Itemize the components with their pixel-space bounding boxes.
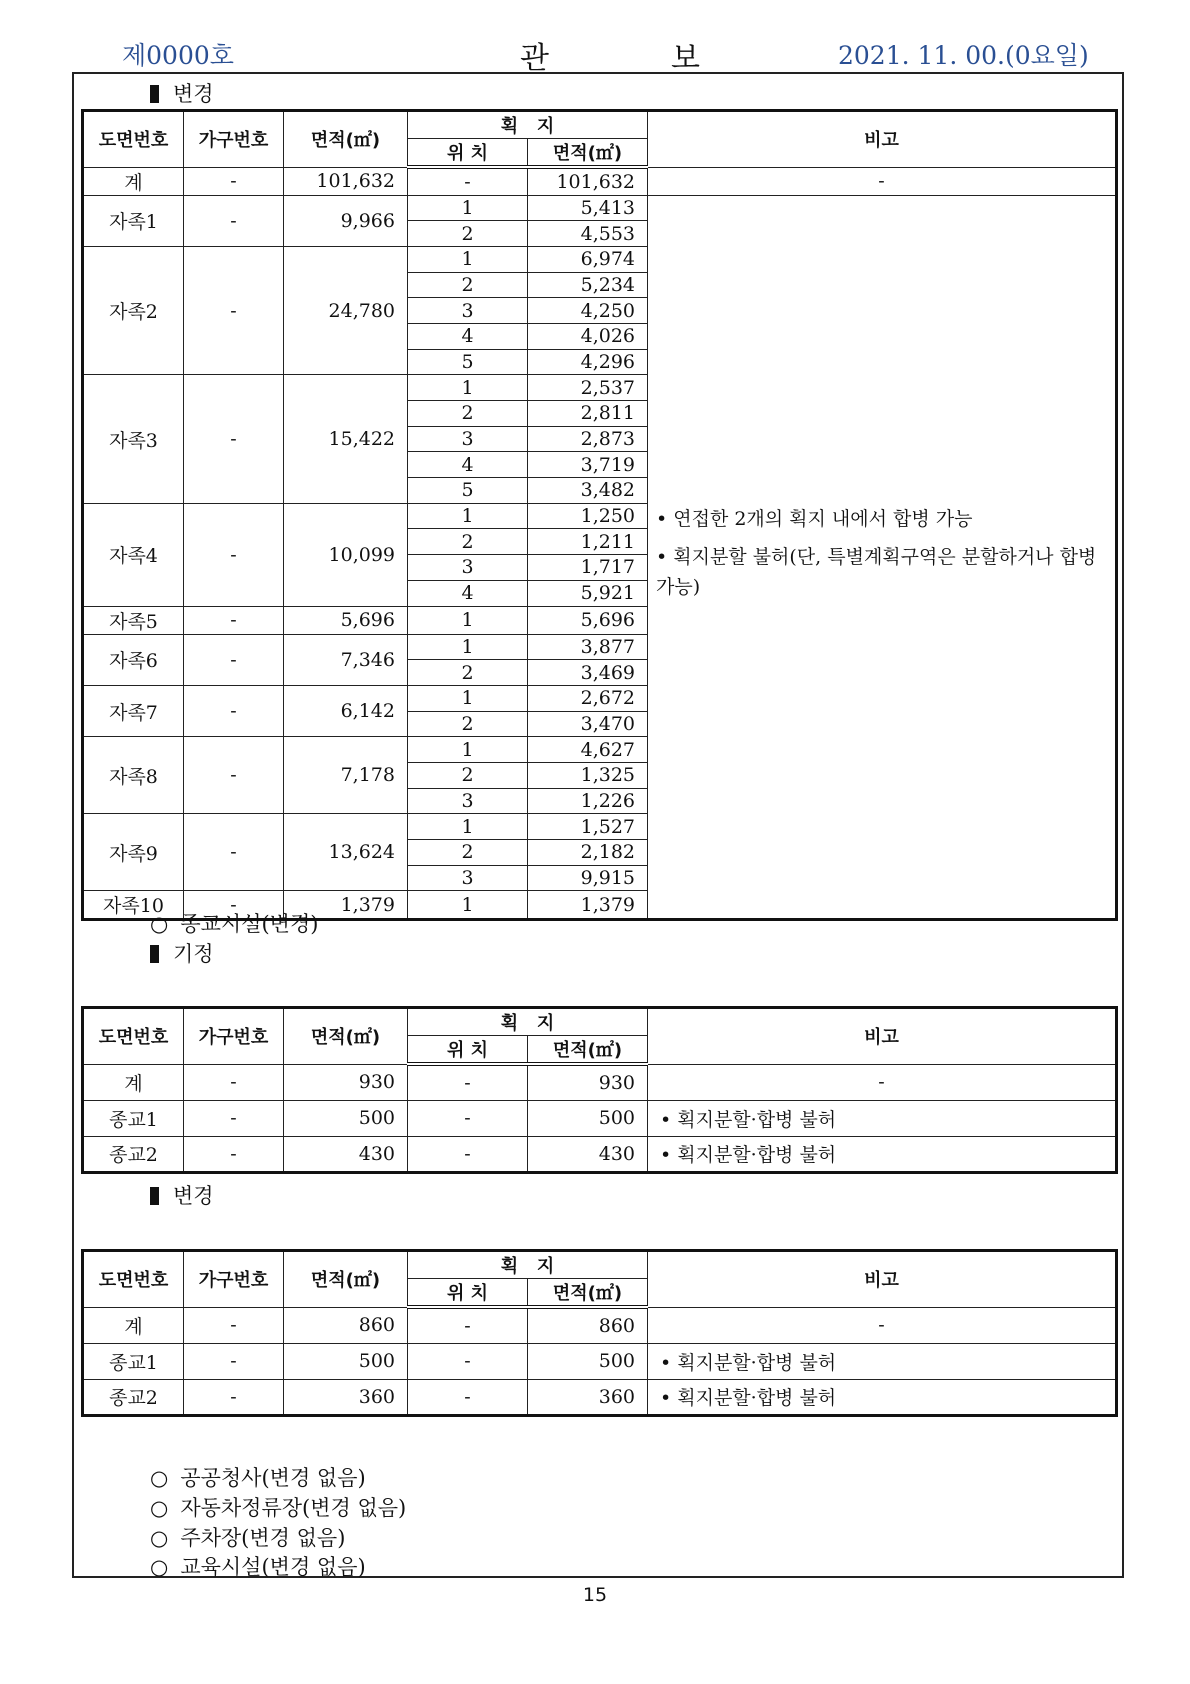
table-row	[83, 1100, 1117, 1136]
cell-household: -	[184, 167, 284, 195]
cell-household: -	[184, 375, 284, 503]
table-row	[83, 1379, 1117, 1415]
cell-lot-area: 101,632	[528, 167, 648, 195]
remark-text: 획지분할·합병 불허	[677, 1144, 837, 1166]
cell-household: -	[184, 814, 284, 891]
cell-lot-area: 5,413	[528, 195, 648, 221]
col-lot-position: 위 치	[408, 139, 528, 168]
cell-lot-area: 360	[528, 1379, 648, 1415]
circle-bullet-icon: ○	[150, 1555, 169, 1579]
col-remarks: 비고	[648, 111, 1117, 168]
cell-drawing: 종교1	[83, 1343, 184, 1379]
title-left: 관	[520, 41, 551, 76]
cell-household: -	[184, 1136, 284, 1172]
page-number: 15	[582, 1584, 608, 1606]
square-marker-icon	[150, 1187, 159, 1205]
cell-area: 101,632	[284, 167, 408, 195]
cell-lot-position: 2	[408, 221, 528, 247]
cell-lot-position: 2	[408, 529, 528, 555]
col-lot-area: 면적(㎡)	[528, 139, 648, 168]
total-row	[83, 167, 1117, 195]
cell-lot-area: 2,537	[528, 375, 648, 401]
cell-lot-position: 1	[408, 195, 528, 221]
heading-text: 변경	[173, 1184, 214, 1208]
cell-drawing: 자족10	[83, 891, 184, 920]
lot-table-self-sufficient	[81, 109, 1118, 921]
cell-lot-position: 2	[408, 762, 528, 788]
cell-lot-area: 9,915	[528, 865, 648, 891]
cell-area: 500	[284, 1100, 408, 1136]
table-row	[83, 1343, 1117, 1379]
cell-lot-position: 4	[408, 580, 528, 606]
religion-title	[150, 908, 318, 938]
col-lot-position: 위 치	[408, 1036, 528, 1065]
issue-number: 제0000호	[122, 41, 234, 70]
col-remarks: 비고	[648, 1251, 1117, 1308]
cell-lot-area: 4,627	[528, 737, 648, 763]
cell-lot-area: 930	[528, 1064, 648, 1100]
cell-lot-position: 1	[408, 606, 528, 634]
cell-household: -	[184, 737, 284, 814]
remark-text: 획지분할·합병 불허	[677, 1387, 837, 1409]
cell-drawing: 자족3	[83, 375, 184, 503]
cell-lot-area: 5,234	[528, 272, 648, 298]
cell-household: -	[184, 891, 284, 920]
cell-lot-position: 2	[408, 660, 528, 686]
cell-remarks	[648, 1379, 1117, 1415]
cell-lot-position: 3	[408, 865, 528, 891]
col-lot: 획 지	[408, 1008, 648, 1036]
col-lot: 획 지	[408, 111, 648, 139]
cell-lot-area: 860	[528, 1307, 648, 1343]
cell-lot-area: 5,696	[528, 606, 648, 634]
cell-drawing: 자족2	[83, 246, 184, 374]
cell-lot-position: 2	[408, 711, 528, 737]
col-area: 면적(㎡)	[284, 1251, 408, 1308]
cell-area: 24,780	[284, 246, 408, 374]
cell-remarks	[648, 1343, 1117, 1379]
cell-lot-position: 5	[408, 349, 528, 375]
cell-lot-position: -	[408, 1136, 528, 1172]
cell-lot-position: 2	[408, 272, 528, 298]
facility-item	[150, 1492, 406, 1522]
cell-household: -	[184, 685, 284, 736]
cell-area: 9,966	[284, 195, 408, 246]
cell-drawing: 자족1	[83, 195, 184, 246]
cell-lot-area: 3,877	[528, 634, 648, 660]
cell-lot-position: 4	[408, 323, 528, 349]
cell-lot-position: -	[408, 167, 528, 195]
cell-drawing: 종교2	[83, 1136, 184, 1172]
total-row	[83, 1064, 1117, 1100]
cell-area: 860	[284, 1307, 408, 1343]
cell-area: 15,422	[284, 375, 408, 503]
lot-table-religion-existing	[81, 1006, 1118, 1174]
cell-lot-position: -	[408, 1379, 528, 1415]
cell-lot-position: 3	[408, 298, 528, 324]
heading-text: 변경	[173, 82, 214, 106]
cell-lot-position: 1	[408, 891, 528, 920]
cell-area: 7,346	[284, 634, 408, 685]
cell-lot-position: 1	[408, 246, 528, 272]
bullet-icon: •	[660, 1387, 672, 1409]
cell-lot-position: 1	[408, 503, 528, 529]
cell-area: 930	[284, 1064, 408, 1100]
cell-lot-area: 1,250	[528, 503, 648, 529]
cell-drawing: 계	[83, 1307, 184, 1343]
cell-area: 430	[284, 1136, 408, 1172]
cell-lot-area: 1,379	[528, 891, 648, 920]
cell-drawing: 자족5	[83, 606, 184, 634]
cell-area: 6,142	[284, 685, 408, 736]
square-marker-icon	[150, 945, 159, 963]
cell-household: -	[184, 1307, 284, 1343]
cell-lot-area: 4,250	[528, 298, 648, 324]
remark-text: 획지분할 불허(단, 특별계획구역은 분할하거나 합병가능)	[656, 545, 1097, 598]
cell-drawing: 자족8	[83, 737, 184, 814]
facility-item-text: 교육시설(변경 없음)	[180, 1555, 366, 1579]
cell-lot-position: 1	[408, 814, 528, 840]
col-remarks: 비고	[648, 1008, 1117, 1065]
cell-area: 1,379	[284, 891, 408, 920]
col-drawing-no: 도면번호	[83, 1251, 184, 1308]
section-heading-change-2	[150, 1180, 214, 1210]
cell-drawing: 종교1	[83, 1100, 184, 1136]
cell-lot-position: 1	[408, 375, 528, 401]
cell-household: -	[184, 1379, 284, 1415]
circle-bullet-icon: ○	[150, 1526, 169, 1550]
cell-household: -	[184, 606, 284, 634]
cell-lot-position: 1	[408, 737, 528, 763]
cell-lot-position: 1	[408, 685, 528, 711]
cell-lot-position: -	[408, 1100, 528, 1136]
cell-lot-area: 2,182	[528, 840, 648, 866]
col-lot-area: 면적(㎡)	[528, 1279, 648, 1308]
circle-bullet-icon: ○	[150, 1496, 169, 1520]
cell-drawing: 자족6	[83, 634, 184, 685]
facility-item-text: 자동차정류장(변경 없음)	[180, 1496, 407, 1520]
cell-drawing: 계	[83, 167, 184, 195]
section-heading-existing	[150, 938, 214, 968]
cell-lot-position: -	[408, 1343, 528, 1379]
remark-line	[656, 504, 1103, 534]
bullet-icon: •	[660, 1351, 672, 1374]
facility-item-text: 공공청사(변경 없음)	[180, 1466, 366, 1490]
col-household-no: 가구번호	[184, 1251, 284, 1308]
col-area: 면적(㎡)	[284, 1008, 408, 1065]
cell-lot-area: 4,026	[528, 323, 648, 349]
col-household-no: 가구번호	[184, 1008, 284, 1065]
cell-drawing: 자족9	[83, 814, 184, 891]
cell-lot-position: 4	[408, 452, 528, 478]
cell-lot-area: 500	[528, 1343, 648, 1379]
cell-household: -	[184, 195, 284, 246]
col-area: 면적(㎡)	[284, 111, 408, 168]
remark-line	[656, 542, 1103, 602]
cell-lot-area: 2,873	[528, 426, 648, 452]
cell-lot-area: 500	[528, 1100, 648, 1136]
cell-remarks	[648, 195, 1117, 920]
col-drawing-no: 도면번호	[83, 1008, 184, 1065]
cell-lot-area: 2,672	[528, 685, 648, 711]
cell-drawing: 종교2	[83, 1379, 184, 1415]
cell-drawing: 자족4	[83, 503, 184, 606]
bullet-icon: •	[660, 1108, 672, 1131]
cell-lot-area: 1,717	[528, 555, 648, 581]
facility-item	[150, 1551, 366, 1581]
religion-title-text: 종교시설(변경)	[180, 912, 319, 936]
cell-lot-area: 1,226	[528, 788, 648, 814]
bullet-icon: •	[660, 1144, 672, 1166]
total-row	[83, 1307, 1117, 1343]
cell-household: -	[184, 503, 284, 606]
gazette-title	[520, 33, 702, 77]
issue-date: 2021. 11. 00.(0요일)	[838, 41, 1089, 70]
cell-lot-position: 1	[408, 634, 528, 660]
cell-area: 13,624	[284, 814, 408, 891]
cell-area: 7,178	[284, 737, 408, 814]
cell-lot-area: 1,527	[528, 814, 648, 840]
heading-text: 기정	[173, 942, 214, 966]
cell-household: -	[184, 634, 284, 685]
remark-text: 획지분할·합병 불허	[677, 1351, 837, 1374]
col-lot: 획 지	[408, 1251, 648, 1279]
cell-household: -	[184, 1064, 284, 1100]
cell-area: 360	[284, 1379, 408, 1415]
cell-lot-area: 6,974	[528, 246, 648, 272]
remark-text: 획지분할·합병 불허	[677, 1108, 837, 1131]
cell-lot-area: 3,469	[528, 660, 648, 686]
cell-lot-position: 2	[408, 840, 528, 866]
cell-remarks	[648, 1136, 1117, 1172]
cell-household: -	[184, 1100, 284, 1136]
cell-remarks	[648, 1100, 1117, 1136]
cell-lot-area: 1,325	[528, 762, 648, 788]
bullet-icon: •	[656, 545, 668, 568]
cell-drawing: 자족7	[83, 685, 184, 736]
cell-lot-area: 3,482	[528, 478, 648, 504]
cell-remarks: -	[648, 1307, 1117, 1343]
cell-lot-area: 5,921	[528, 580, 648, 606]
square-marker-icon	[150, 85, 159, 103]
cell-lot-position: 3	[408, 426, 528, 452]
title-right: 보	[670, 41, 702, 76]
cell-remarks: -	[648, 167, 1117, 195]
cell-household: -	[184, 1343, 284, 1379]
cell-lot-area: 4,296	[528, 349, 648, 375]
cell-lot-position: -	[408, 1064, 528, 1100]
col-lot-position: 위 치	[408, 1279, 528, 1308]
cell-lot-area: 4,553	[528, 221, 648, 247]
cell-remarks: -	[648, 1064, 1117, 1100]
cell-lot-position: 2	[408, 401, 528, 427]
cell-lot-position: 3	[408, 555, 528, 581]
cell-lot-area: 3,470	[528, 711, 648, 737]
cell-area: 500	[284, 1343, 408, 1379]
cell-lot-area: 2,811	[528, 401, 648, 427]
cell-area: 5,696	[284, 606, 408, 634]
cell-lot-position: 3	[408, 788, 528, 814]
section-heading-change-1	[150, 78, 214, 108]
facility-item	[150, 1522, 345, 1552]
cell-lot-area: 1,211	[528, 529, 648, 555]
cell-household: -	[184, 246, 284, 374]
facility-item	[150, 1462, 366, 1492]
col-lot-area: 면적(㎡)	[528, 1036, 648, 1065]
bullet-icon: •	[656, 507, 668, 530]
circle-bullet-icon: ○	[150, 912, 169, 936]
col-drawing-no: 도면번호	[83, 111, 184, 168]
table-row	[83, 1136, 1117, 1172]
cell-lot-position: 5	[408, 478, 528, 504]
cell-area: 10,099	[284, 503, 408, 606]
cell-lot-position: -	[408, 1307, 528, 1343]
remark-text: 연접한 2개의 획지 내에서 합병 가능	[673, 507, 973, 530]
table-row	[83, 195, 1117, 221]
cell-lot-area: 3,719	[528, 452, 648, 478]
cell-drawing: 계	[83, 1064, 184, 1100]
col-household-no: 가구번호	[184, 111, 284, 168]
lot-table-religion-changed	[81, 1249, 1118, 1417]
cell-lot-area: 430	[528, 1136, 648, 1172]
circle-bullet-icon: ○	[150, 1466, 169, 1490]
facility-item-text: 주차장(변경 없음)	[180, 1526, 346, 1550]
